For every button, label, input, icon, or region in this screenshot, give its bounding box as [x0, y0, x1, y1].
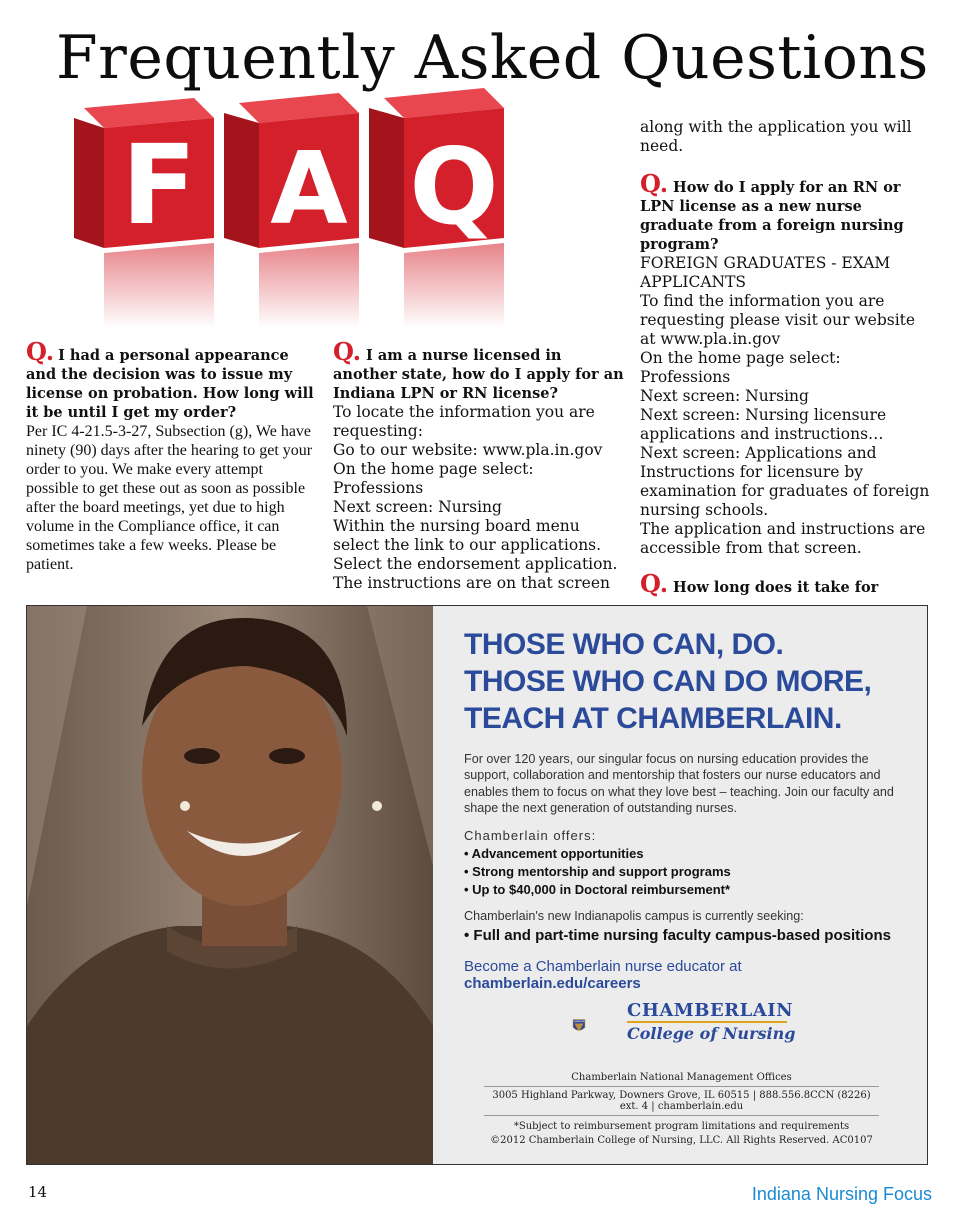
die-letter-f: F: [121, 121, 197, 249]
page-title: Frequently Asked Questions: [56, 23, 929, 93]
offer-bullet: • Strong mentorship and support programs: [464, 864, 731, 880]
svg-text:CHAMBERLAIN: CHAMBERLAIN: [573, 1022, 585, 1023]
become-educator-line: [464, 958, 904, 992]
answer-probation: Per IC 4-21.5-3-27, Subsection (g), We have ninety (90) days after the hearing to get your order to you. We make every attempt possible to get these out as soon as possible after the board meetings, yet due to high volume in the Compliance office, it can sometimes take a few weeks. Please be patient.: [26, 423, 313, 573]
office-name: Chamberlain National Management Offices: [571, 1072, 792, 1083]
answer-line: Within the nursing board menu select the link to our applications.: [333, 517, 602, 554]
answer-line: To find the information you are requesting please visit our website at www.pla.in.gov: [640, 292, 916, 348]
answer-line: On the home page select: Professions: [640, 349, 841, 386]
question-probation: I had a personal appearance and the decision was to issue my license on probation. How long will it be until I get my order?: [26, 347, 314, 421]
offers-heading: Chamberlain offers:: [464, 828, 597, 844]
die-f: [74, 98, 214, 328]
magazine-name: Indiana Nursing Focus: [751, 1184, 932, 1204]
logo-divider: [627, 1021, 787, 1023]
answer-line: Select the endorsement application.: [333, 555, 618, 573]
footnote: *Subject to reimbursement program limitations and requirements: [513, 1121, 850, 1132]
divider: [484, 1115, 879, 1116]
divider: [484, 1086, 879, 1087]
become-text: Become a Chamberlain nurse educator at: [464, 958, 742, 976]
ad-headline-line: THOSE WHO CAN DO MORE,: [464, 665, 872, 698]
ad-paragraph: For over 120 years, our singular focus on nursing education provides the support, collaboration and mentorship that fosters our nurse educators and enables them to focus on what they love best – teaching. Join our faculty and shape the next generation of outstanding nurses.: [464, 752, 894, 815]
question-marker: Q.: [640, 569, 669, 598]
question-marker: Q.: [26, 337, 55, 366]
ad-headline-line: TEACH AT CHAMBERLAIN.: [464, 702, 842, 735]
chamberlain-shield-icon: [572, 996, 632, 1056]
office-block: [484, 1072, 879, 1119]
careers-link[interactable]: chamberlain.edu/careers: [464, 975, 641, 993]
faq-column-1: [26, 337, 318, 574]
answer-line: Next screen: Nursing: [640, 387, 809, 405]
chamberlain-advertisement: [26, 605, 928, 1165]
question-marker: Q.: [640, 169, 669, 198]
answer-line: Next screen: Applications and Instructions for licensure by examination for graduates of foreign nursing schools.: [640, 444, 930, 519]
answer-line: Go to our website: www.pla.in.gov: [333, 441, 603, 459]
faq-column-2: [333, 337, 625, 593]
faq-dice-illustration: [64, 88, 524, 338]
ad-copy: [464, 626, 904, 992]
answer-line: The application and instructions are accessible from that screen.: [640, 520, 926, 557]
question-endorsement: I am a nurse licensed in another state, how do I apply for an Indiana LPN or RN license?: [333, 347, 624, 402]
seeking-text: Chamberlain's new Indianapolis campus is currently seeking:: [464, 909, 804, 924]
logo-name: CHAMBERLAIN: [627, 1000, 794, 1021]
offer-bullet: • Up to $40,000 in Doctoral reimbursement*: [464, 882, 731, 898]
offer-bullet: • Advancement opportunities: [464, 846, 644, 862]
ad-footnote-block: [484, 1120, 879, 1148]
die-a: [224, 93, 359, 328]
faq-column-3: [640, 118, 932, 597]
question-marker: Q.: [333, 337, 362, 366]
logo-subtitle: College of Nursing: [627, 1024, 796, 1043]
die-q: [369, 88, 504, 328]
answer-line: The instructions are on that screen: [333, 574, 610, 592]
continued-text: along with the application you will need.: [640, 118, 912, 155]
question-how-long: How long does it take for: [673, 579, 879, 596]
office-address: 3005 Highland Parkway, Downers Grove, IL 60515 | 888.556.8CCN (8226) ext. 4 | chamberlain.edu: [492, 1090, 871, 1112]
answer-line: To locate the information you are requesting:: [333, 403, 595, 440]
page-number: 14: [28, 1183, 48, 1201]
question-foreign-graduate: How do I apply for an RN or LPN license as a new nurse graduate from a foreign nursing program?: [640, 179, 904, 253]
educator-photo: [27, 606, 433, 1164]
answer-line: On the home page select: Professions: [333, 460, 534, 497]
die-letter-q: Q: [409, 126, 499, 248]
positions-bullet: • Full and part-time nursing faculty campus-based positions: [464, 927, 891, 945]
answer-line: FOREIGN GRADUATES - EXAM APPLICANTS: [640, 254, 891, 291]
ad-headline-line: THOSE WHO CAN, DO.: [464, 628, 784, 661]
answer-line: Next screen: Nursing: [333, 498, 502, 516]
die-letter-a: A: [270, 130, 348, 247]
copyright: ©2012 Chamberlain College of Nursing, LLC. All Rights Reserved. AC0107: [490, 1135, 873, 1146]
answer-line: Next screen: Nursing licensure applications and instructions…: [640, 406, 887, 443]
